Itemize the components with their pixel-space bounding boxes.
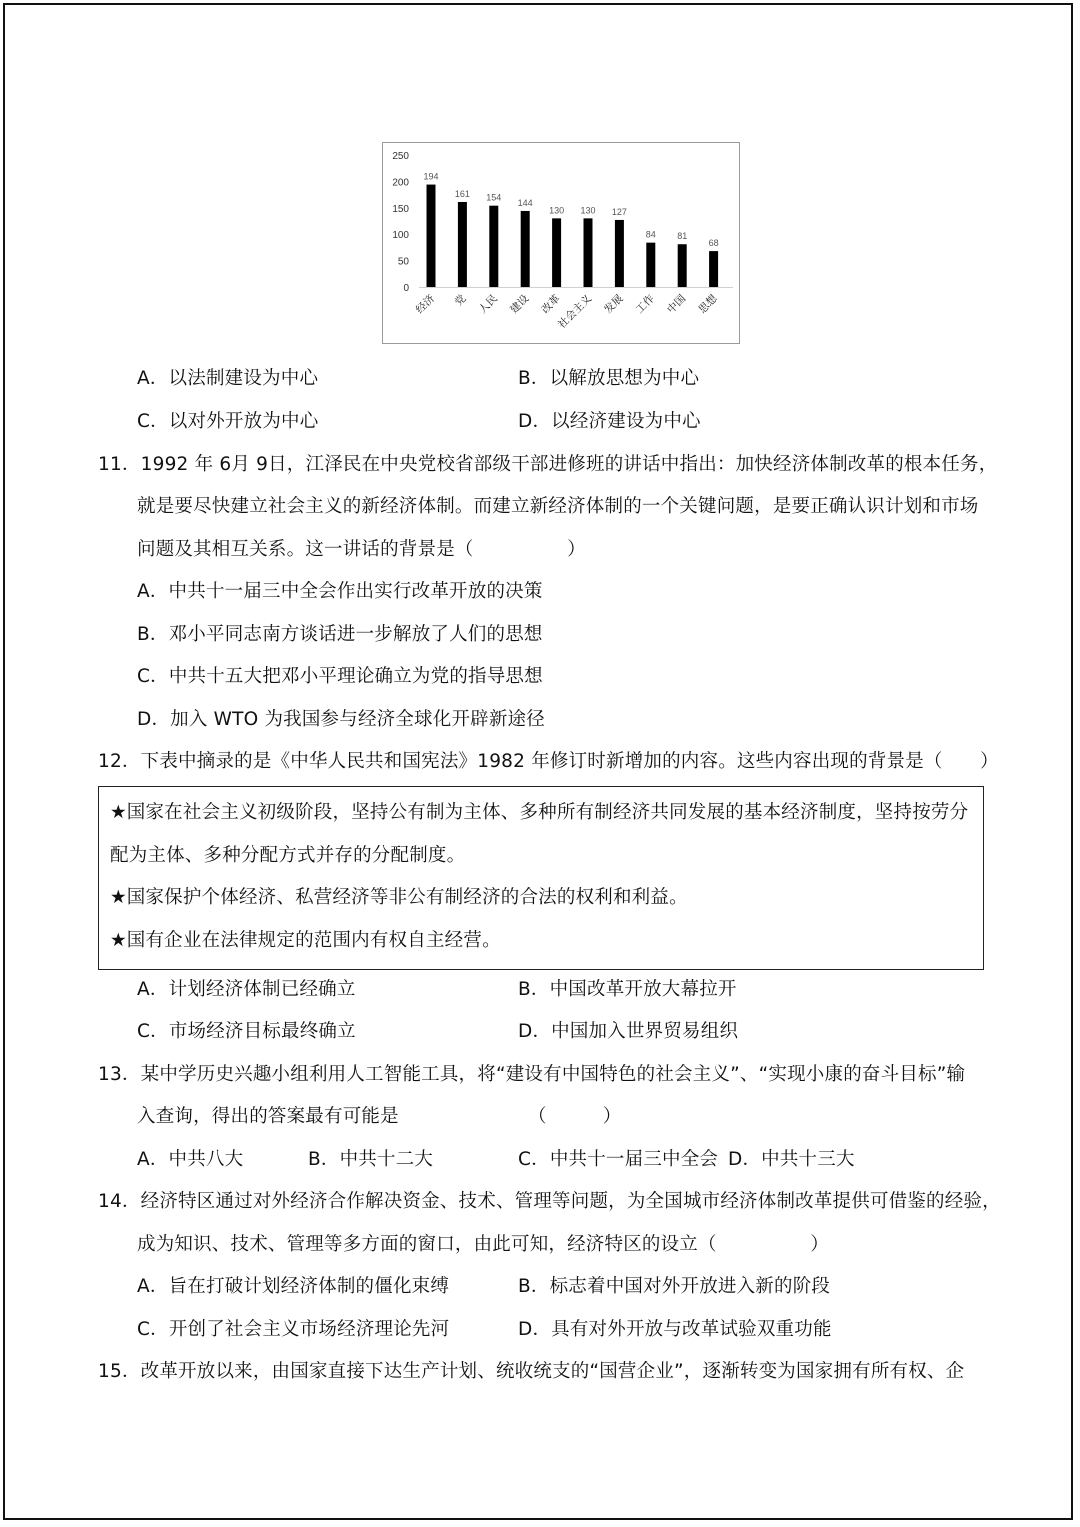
data-label: 127 [611,206,627,217]
q12-option-d: D．中国加入世界贸易组织 [518,1021,739,1042]
x-tick-label: 党 [452,292,469,309]
y-tick-label: 150 [392,203,409,215]
bar [615,220,624,287]
x-tick-label: 经济 [413,292,438,316]
q11-stem-line2: 就是要尽快建立社会主义的新经济体制。而建立新经济体制的一个关键问题，是要正确认识计划和市场 [137,496,979,517]
q12-option-c: C．市场经济目标最终确立 [137,1021,356,1042]
q14-stem-line2: 成为知识、技术、管理等多方面的窗口，由此可知，经济特区的设立（ ） [137,1234,829,1255]
q14-option-d: D．具有对外开放与改革试验双重功能 [518,1319,832,1340]
q12-box-line4: ★国有企业在法律规定的范围内有权自主经营。 [110,930,501,951]
q12-box-line2: 配为主体、多种分配方式并存的分配制度。 [110,845,466,866]
y-tick-label: 100 [392,230,409,242]
data-label: 154 [486,192,502,203]
bar [489,206,498,287]
q10-option-a: A．以法制建设为中心 [137,368,319,389]
x-tick-label: 中国 [664,292,689,316]
data-label: 130 [549,205,565,216]
q11-option-b: B．邓小平同志南方谈话进一步解放了人们的思想 [137,624,543,645]
data-label: 144 [517,197,533,208]
q13-stem-line1: 13．某中学历史兴趣小组利用人工智能工具，将“建设有中国特色的社会主义”、“实现小康的奋斗目标”输 [98,1064,966,1085]
bar [552,218,561,287]
bar [521,211,530,287]
y-tick-label: 50 [397,256,409,268]
x-tick-label: 工作 [633,292,657,316]
q10-option-b: B．以解放思想为中心 [518,368,700,389]
q14-option-b: B．标志着中国对外开放进入新的阶段 [518,1276,831,1297]
q12-option-a: A．计划经济体制已经确立 [137,979,356,1000]
data-label: 84 [645,229,656,240]
q12-box-line3: ★国家保护个体经济、私营经济等非公有制经济的合法的权利和利益。 [110,887,688,908]
bar-chart [382,142,740,344]
q12-box-line1: ★国家在社会主义初级阶段，坚持公有制为主体、多种所有制经济共同发展的基本经济制度，坚持按劳分 [110,802,969,823]
q11-stem-line1: 11．1992 年 6月 9日，江泽民在中央党校省部级干部进修班的讲话中指出：加快经济体制改革的根本任务， [98,454,998,475]
data-label: 130 [580,205,596,216]
q10-option-d: D．以经济建设为中心 [518,411,701,432]
x-tick-label: 建设 [507,292,532,316]
q11-option-c: C．中共十五大把邓小平理论确立为党的指导思想 [137,666,543,687]
q13-option-d: D．中共十三大 [728,1149,855,1170]
y-tick-label: 250 [392,151,409,162]
bar [427,185,436,287]
bar [646,243,655,287]
y-tick-label: 0 [403,283,409,294]
x-tick-label: 改革 [539,292,563,316]
chart-canvas [383,143,741,345]
q13-option-b: B．中共十二大 [308,1149,434,1170]
data-label: 68 [708,238,719,249]
bar [458,202,467,287]
bar [584,218,593,287]
x-tick-label: 思想 [696,292,720,316]
data-label: 81 [677,231,688,242]
bar [678,244,687,287]
q13-answer-paren: （ ） [528,1106,622,1127]
q15-stem-line1: 15．改革开放以来，由国家直接下达生产计划、统收统支的“国营企业”，逐渐转变为国家拥有所有权、企 [98,1361,965,1382]
q13-option-a: A．中共八大 [137,1149,244,1170]
x-tick-label: 社会主义 [555,292,595,331]
q14-option-a: A．旨在打破计划经济体制的僵化束缚 [137,1276,450,1297]
q14-stem-line1: 14．经济特区通过对外经济合作解决资金、技术、管理等问题，为全国城市经济体制改革提供可借鉴的经验， [98,1191,1001,1212]
data-label: 194 [423,171,439,182]
q12-stem-line1: 12．下表中摘录的是《中华人民共和国宪法》1982 年修订时新增加的内容。这些内容出现的背景是（ ） [98,751,999,772]
y-tick-label: 200 [392,177,409,189]
q10-option-c: C．以对外开放为中心 [137,411,319,432]
data-label: 161 [454,188,470,199]
x-tick-label: 发展 [602,292,626,316]
bar [709,251,718,287]
x-tick-label: 人民 [476,292,500,316]
q11-option-a: A．中共十一届三中全会作出实行改革开放的决策 [137,581,543,602]
q14-option-c: C．开创了社会主义市场经济理论先河 [137,1319,450,1340]
q11-option-d: D．加入 WTO 为我国参与经济全球化开辟新途径 [137,709,545,730]
q13-stem-line2: 入查询，得出的答案最有可能是 [137,1106,399,1127]
q13-option-c: C．中共十一届三中全会 [518,1149,719,1170]
q12-option-b: B．中国改革开放大幕拉开 [518,979,737,1000]
q11-stem-line3: 问题及其相互关系。这一讲话的背景是（ ） [137,539,586,560]
